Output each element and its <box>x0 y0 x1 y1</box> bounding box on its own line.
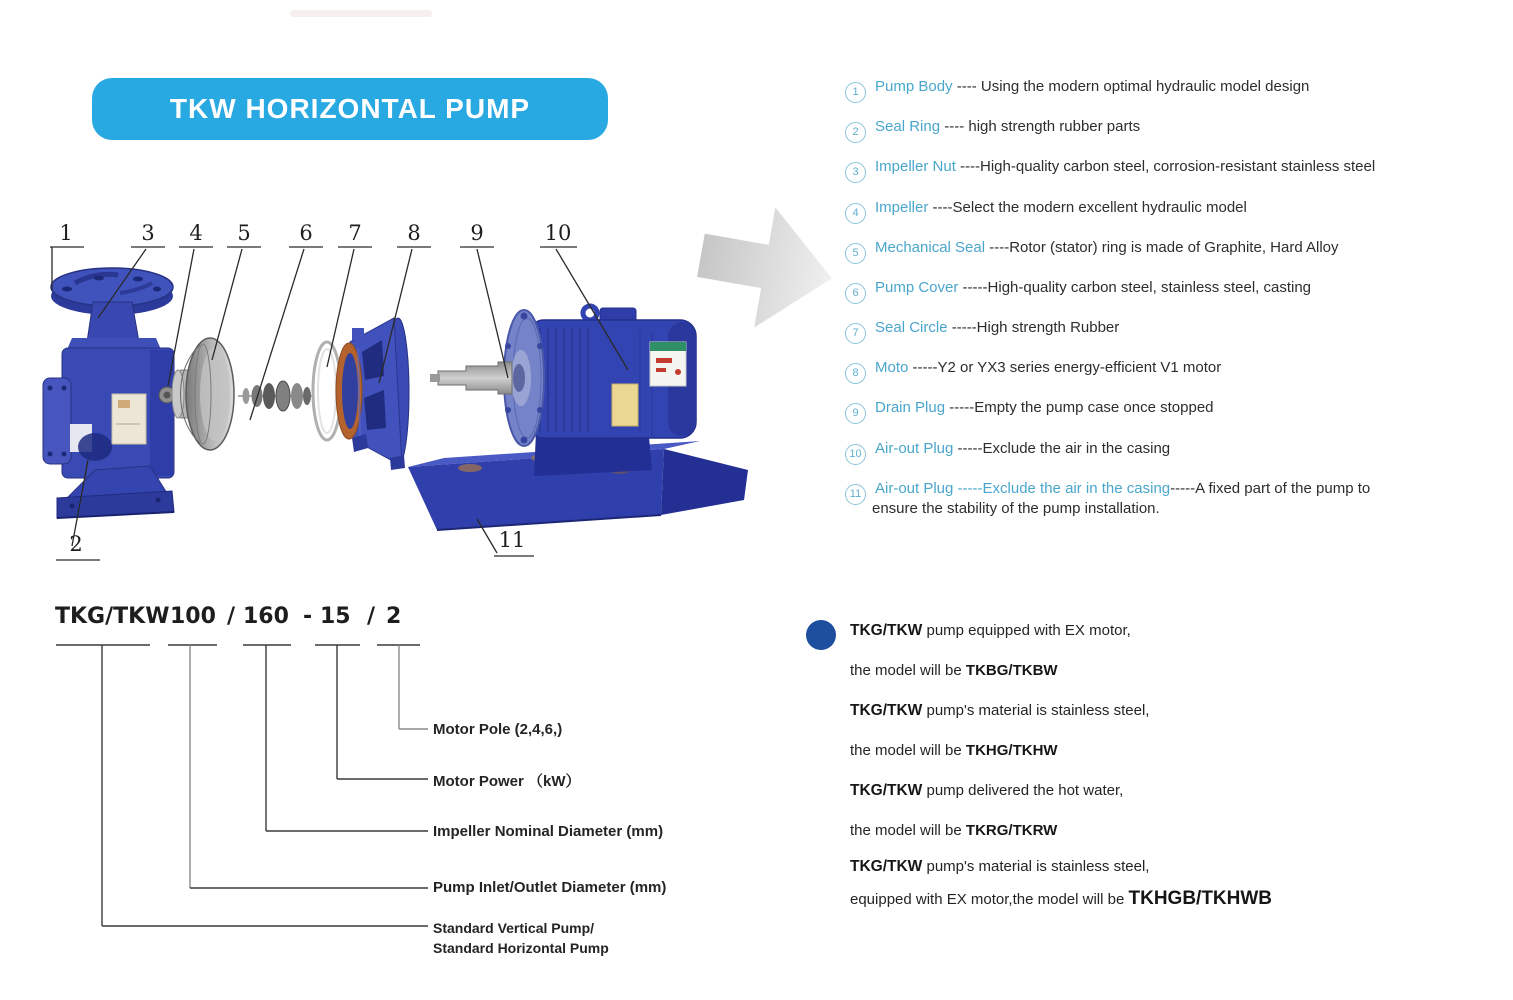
label-pump-type-2: Standard Horizontal Pump <box>433 940 609 956</box>
model-name: TKHGB/TKHWB <box>1128 888 1273 909</box>
parts-list-item-4 <box>845 197 1247 221</box>
parts-list-item-6 <box>845 277 1311 301</box>
variant-line-5 <box>850 782 1123 800</box>
model-code-pole: 2 <box>386 604 402 629</box>
variant-line-2 <box>850 662 1058 679</box>
label-impeller-diameter: Impeller Nominal Diameter (mm) <box>433 823 664 840</box>
circled-number: 3 <box>845 162 866 183</box>
variant-text: equipped with EX motor,the model will be <box>850 891 1129 908</box>
callout-number-11: 11 <box>498 528 526 552</box>
parts-list-item-10 <box>845 438 1170 462</box>
circled-number: 6 <box>845 283 866 304</box>
part-description: -----Empty the pump case once stopped <box>949 399 1214 416</box>
callout-number-6: 6 <box>299 221 313 245</box>
circled-number: 8 <box>845 363 866 384</box>
callout-number-9: 9 <box>470 221 484 245</box>
circled-number: 11 <box>845 484 866 505</box>
part-name: Pump Cover <box>875 279 959 296</box>
part-description: ---- high strength rubber parts <box>944 118 1141 135</box>
variant-line-7 <box>850 858 1149 876</box>
circled-number: 2 <box>845 122 866 143</box>
part-name: Mechanical Seal <box>875 239 986 256</box>
callout-number-2: 2 <box>69 532 83 556</box>
variant-text: pump equipped with EX motor, <box>922 622 1131 639</box>
circled-number: 4 <box>845 203 866 224</box>
part-name: Air-out Plug <box>875 440 954 457</box>
part-description: ----High-quality carbon steel, corrosion-resistant stainless steel <box>960 158 1376 175</box>
parts-list-item-11 <box>845 478 1370 502</box>
variant-text: the model will be <box>850 742 966 759</box>
model-name: TKHG/TKHW <box>965 742 1058 759</box>
callout-number-3: 3 <box>141 221 155 245</box>
motor-nameplate <box>612 384 638 426</box>
model-code-slash-2: / <box>367 604 376 629</box>
series-code: TKG/TKW <box>850 622 923 639</box>
page-title: TKW HORIZONTAL PUMP <box>169 93 531 124</box>
callout-number-5: 5 <box>237 221 251 245</box>
part-description: ----Select the modern excellent hydraulic model <box>932 199 1247 216</box>
callout-number-1: 1 <box>59 221 73 245</box>
circled-number: 7 <box>845 323 866 344</box>
arrow-right-icon <box>690 196 842 339</box>
series-code: TKG/TKW <box>850 702 923 719</box>
callout-number-10: 10 <box>544 221 572 245</box>
parts-list-item-11-line2: ensure the stability of the pump installation. <box>872 500 1160 517</box>
parts-list-item-1 <box>845 76 1309 100</box>
part-name: Impeller Nut <box>875 158 956 175</box>
part-description: -----Exclude the air in the casing <box>957 440 1171 457</box>
part-name: Air-out Plug -----Exclude the air in the casing <box>875 480 1171 497</box>
circled-number: 10 <box>845 444 866 465</box>
model-code-series: TKG/TKW <box>55 604 170 629</box>
part-name: Seal Ring <box>875 118 941 135</box>
bullet-icon <box>806 620 836 650</box>
model-code-impeller: 160 <box>243 604 289 629</box>
parts-list-item-8 <box>845 357 1221 381</box>
part-name: Pump Body <box>875 78 953 95</box>
part-description: ---- Using the modern optimal hydraulic model design <box>956 78 1310 95</box>
parts-list-item-9 <box>845 397 1214 421</box>
part-description: -----Y2 or YX3 series energy-efficient V1 motor <box>912 359 1222 376</box>
variant-line-6 <box>850 822 1057 839</box>
variant-text: the model will be <box>850 822 966 839</box>
mechanical-seal-illustration <box>238 381 313 411</box>
parts-list-item-7 <box>845 317 1119 341</box>
part-name: Drain Plug <box>875 399 946 416</box>
variant-text: pump delivered the hot water, <box>922 782 1124 799</box>
label-motor-power: Motor Power （kW） <box>433 773 581 790</box>
variant-line-1 <box>850 622 1131 640</box>
model-code-dash: - <box>303 604 313 629</box>
part-name: Seal Circle <box>875 319 948 336</box>
variant-text: pump's material is stainless steel, <box>922 858 1150 875</box>
model-tree-lines <box>56 645 428 926</box>
circled-number: 1 <box>845 82 866 103</box>
motor-shaft <box>438 362 512 394</box>
model-name: TKRG/TKRW <box>965 822 1058 839</box>
series-code: TKG/TKW <box>850 858 923 875</box>
circled-number: 9 <box>845 403 866 424</box>
callout-number-7: 7 <box>348 221 362 245</box>
part-description: -----High-quality carbon steel, stainless steel, casting <box>962 279 1312 296</box>
variant-text: the model will be <box>850 662 966 679</box>
parts-list-item-3 <box>845 156 1375 180</box>
model-code-slash-1: / <box>227 604 236 629</box>
parts-list-item-5 <box>845 237 1339 261</box>
motor-label-sticker <box>650 342 686 386</box>
label-pump-type-1: Standard Vertical Pump/ <box>433 920 595 936</box>
callout-number-8: 8 <box>407 221 421 245</box>
callout-number-4: 4 <box>189 221 203 245</box>
series-code: TKG/TKW <box>850 782 923 799</box>
part-name: Moto <box>875 359 909 376</box>
pump-body-illustration <box>43 268 174 518</box>
variant-text: pump's material is stainless steel, <box>922 702 1150 719</box>
part-description: ----Rotor (stator) ring is made of Graphite, Hard Alloy <box>989 239 1339 256</box>
variant-line-8 <box>850 888 1272 910</box>
pump-cover-illustration <box>336 318 409 470</box>
circled-number: 5 <box>845 243 866 264</box>
model-name: TKBG/TKBW <box>965 662 1058 679</box>
label-inlet-outlet: Pump Inlet/Outlet Diameter (mm) <box>433 879 667 896</box>
label-motor-pole: Motor Pole (2,4,6,) <box>433 721 563 738</box>
part-name: Impeller <box>875 199 929 216</box>
variant-line-3 <box>850 702 1149 720</box>
part-description: -----A fixed part of the pump to <box>1170 480 1371 497</box>
variant-line-4 <box>850 742 1058 759</box>
model-code-power: 15 <box>320 604 351 629</box>
parts-list-item-2 <box>845 116 1140 140</box>
model-code-inlet: 100 <box>170 604 216 629</box>
part-description: -----High strength Rubber <box>951 319 1120 336</box>
